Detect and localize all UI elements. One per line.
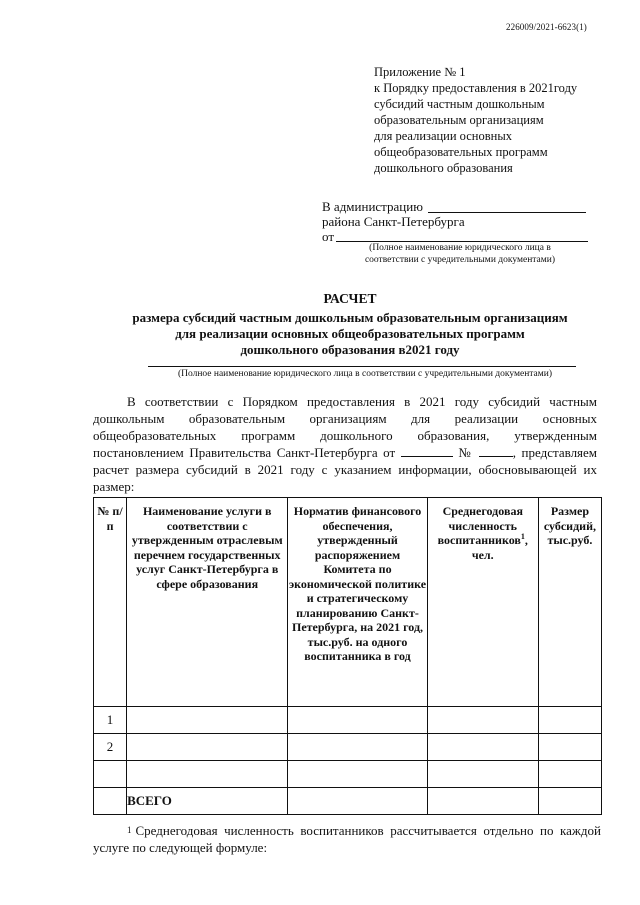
row-number: 2 — [94, 734, 127, 761]
total-subsidy-cell[interactable] — [538, 788, 601, 815]
title-line: размера субсидий частным дошкольным образовательным организациям — [132, 310, 568, 325]
header-headcount-unit: , чел. — [471, 533, 528, 562]
body-part1: В соответствии с Порядком предоставления в 2021 году субсидий частным дошкольным образовательным организациям для реализации основных общеобразовательных программ дошкольного образования, утвержденным постановлением Правительства Санкт-Петербурга от — [93, 394, 597, 460]
appendix-line: для реализации основных — [374, 129, 512, 143]
table-header-row — [94, 498, 602, 707]
appendix-line: Приложение № 1 — [374, 65, 466, 79]
appendix-line: образовательным организациям — [374, 113, 544, 127]
row-headcount-cell[interactable] — [427, 707, 538, 734]
total-number-cell — [94, 788, 127, 815]
number-blank[interactable] — [479, 444, 513, 457]
title-line: РАСЧЕТ — [323, 291, 377, 306]
footnote-text: Среднегодовая численность воспитанников рассчитывается отдельно по каждой услуге по следующей формуле: — [93, 823, 601, 855]
header-standard: Норматив финансового обеспечения, утвержденный распоряжением Комитета по экономической политике и стратегическому планированию Санкт-Петербурга, на 2021 год, тыс.руб. на одного воспитанника в год — [288, 498, 427, 707]
appendix-block — [374, 64, 577, 176]
body-part2: , представляем расчет размера субсидий в 2021 году с указанием информации, обосновывающей их размер: — [93, 445, 598, 494]
row-subsidy-cell[interactable] — [538, 734, 601, 761]
header-headcount — [427, 498, 538, 707]
row-service-cell[interactable] — [127, 761, 288, 788]
row-number: 1 — [94, 707, 127, 734]
calculation-table — [93, 497, 602, 815]
table-row — [94, 734, 602, 761]
header-subsidy: Размер субсидий, тыс.руб. — [538, 498, 601, 707]
title-line: дошкольного образования в2021 году — [240, 342, 460, 357]
row-standard-cell[interactable] — [288, 761, 427, 788]
header-service: Наименование услуги в соответствии с утвержденным отраслевым перечнем государственных услуг Санкт-Петербурга в сфере образования — [127, 498, 288, 707]
footnote-ref: 1 — [520, 532, 525, 541]
table-total-row — [94, 788, 602, 815]
total-label: ВСЕГО — [127, 788, 288, 815]
row-headcount-cell[interactable] — [427, 761, 538, 788]
appendix-line: дошкольного образования — [374, 161, 513, 175]
document-title — [80, 291, 620, 358]
table-row — [94, 761, 602, 788]
appendix-line: субсидий частным дошкольным — [374, 97, 545, 111]
body-paragraph — [93, 393, 597, 495]
row-headcount-cell[interactable] — [427, 734, 538, 761]
header-number: № п/п — [94, 498, 127, 707]
header-headcount-text: Среднегодовая численность воспитанников — [437, 504, 523, 547]
legal-name-note: (Полное наименование юридического лица в соответствии с учредительными документами) — [177, 369, 553, 379]
appendix-line: к Порядку предоставления в 2021году — [374, 81, 578, 95]
title-line: для реализации основных общеобразовательных программ — [175, 326, 525, 341]
total-headcount-cell[interactable] — [427, 788, 538, 815]
address-from-label: от — [322, 229, 335, 244]
row-subsidy-cell[interactable] — [538, 707, 601, 734]
address-note: (Полное наименование юридического лица в соответствии с учредительными документами) — [364, 243, 556, 265]
row-number — [94, 761, 127, 788]
address-district-label: района Санкт-Петербурга — [322, 214, 465, 229]
row-standard-cell[interactable] — [288, 734, 427, 761]
footnote-mark: 1 — [127, 825, 132, 835]
footnote — [93, 822, 601, 856]
legal-name-blank[interactable] — [148, 366, 576, 367]
row-subsidy-cell[interactable] — [538, 761, 601, 788]
date-blank[interactable] — [401, 444, 453, 457]
row-standard-cell[interactable] — [288, 707, 427, 734]
number-sign: № — [458, 445, 474, 460]
document-number: 226009/2021-6623(1) — [506, 22, 587, 32]
address-to-label: В администрацию — [322, 199, 423, 214]
total-standard-cell[interactable] — [288, 788, 427, 815]
address-to-blank[interactable] — [428, 212, 586, 213]
table-row — [94, 707, 602, 734]
appendix-line: общеобразовательных программ — [374, 145, 548, 159]
row-service-cell[interactable] — [127, 734, 288, 761]
row-service-cell[interactable] — [127, 707, 288, 734]
